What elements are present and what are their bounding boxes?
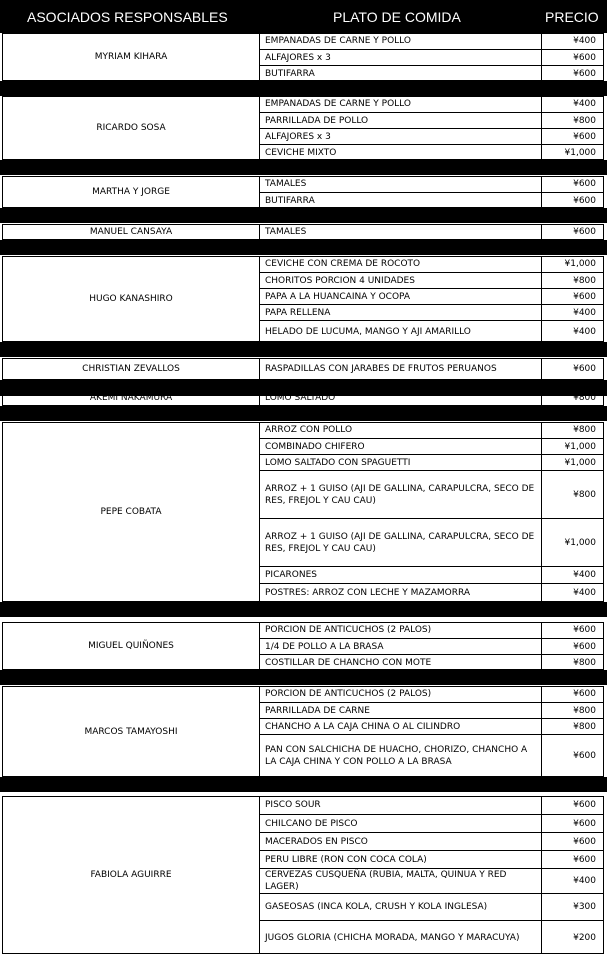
dish-name: PAPA A LA HUANCAINA Y OCOPA bbox=[260, 289, 542, 304]
person-name: AKEMI NAKAMURA bbox=[3, 391, 260, 405]
dish-price: ¥600 bbox=[573, 800, 596, 810]
dish-name: BUTIFARRA bbox=[260, 193, 542, 208]
dish-row bbox=[260, 566, 603, 583]
dish-row bbox=[260, 438, 603, 454]
dish-row bbox=[260, 654, 603, 670]
dish-price: ¥600 bbox=[573, 291, 596, 302]
dish-row bbox=[260, 176, 603, 192]
dish-row bbox=[260, 304, 603, 320]
dish-row bbox=[260, 65, 603, 81]
dish-price: ¥200 bbox=[573, 932, 596, 943]
dish-name: PARRILLADA DE POLLO bbox=[260, 113, 542, 128]
dish-row bbox=[260, 112, 603, 128]
dish-name: GASEOSAS (INCA KOLA, CRUSH Y KOLA INGLESA) bbox=[260, 894, 542, 920]
group-separator bbox=[0, 240, 607, 255]
dish-name: BUTIFARRA bbox=[260, 66, 542, 81]
dish-name: CEVICHE MIXTO bbox=[260, 145, 542, 160]
group-row bbox=[2, 796, 604, 954]
person-name: RICARDO SOSA bbox=[3, 97, 260, 159]
table-header bbox=[0, 0, 607, 33]
dish-row bbox=[260, 422, 603, 438]
dish-price: ¥400 bbox=[573, 99, 596, 109]
dish-price: ¥600 bbox=[573, 179, 596, 189]
dish-name: EMPANADAS DE CARNE Y POLLO bbox=[260, 33, 542, 49]
dish-price: ¥600 bbox=[573, 751, 596, 761]
dish-price: ¥600 bbox=[573, 195, 596, 206]
dish-price: ¥600 bbox=[573, 364, 596, 374]
dish-name: PORCION DE ANTICUCHOS (2 PALOS) bbox=[260, 686, 542, 702]
person-name: MANUEL CANSAYA bbox=[3, 225, 260, 239]
header-col-dish: PLATO DE COMIDA bbox=[333, 9, 461, 25]
group-separator bbox=[0, 777, 607, 792]
dish-row bbox=[260, 796, 603, 814]
dish-name: ALFAJORES x 3 bbox=[260, 50, 542, 65]
dish-name: CHORITOS PORCION 4 UNIDADES bbox=[260, 273, 542, 288]
dish-price: ¥800 bbox=[573, 275, 596, 286]
dish-name: PAPA RELLENA bbox=[260, 305, 542, 320]
dish-row bbox=[260, 718, 603, 734]
dish-name: LOMO SALTADO CON SPAGUETTI bbox=[260, 455, 542, 470]
person-name: CHRISTIAN ZEVALLOS bbox=[3, 359, 260, 379]
group-row bbox=[2, 358, 604, 380]
dish-name: POSTRES: ARROZ CON LECHE Y MAZAMORRA bbox=[260, 584, 542, 602]
group-row bbox=[2, 390, 604, 406]
dish-row bbox=[260, 288, 603, 304]
dish-row bbox=[260, 518, 603, 566]
dish-price: ¥400 bbox=[573, 326, 596, 337]
dish-row bbox=[260, 272, 603, 288]
header-col-person: ASOCIADOS RESPONSABLES bbox=[27, 9, 228, 25]
dish-row bbox=[260, 832, 603, 850]
group-row bbox=[2, 256, 604, 342]
dish-row bbox=[260, 96, 603, 112]
dish-row bbox=[260, 583, 603, 602]
dish-name: CHILCANO DE PISCO bbox=[260, 815, 542, 832]
dish-row bbox=[260, 192, 603, 208]
dish-row bbox=[260, 33, 603, 49]
dish-name: PAN CON SALCHICHA DE HUACHO, CHORIZO, CHANCHO A LA CAJA CHINA Y CON POLLO A LA BRASA bbox=[260, 735, 542, 777]
dish-row bbox=[260, 622, 603, 638]
dish-price: ¥600 bbox=[573, 836, 596, 847]
group-row bbox=[2, 96, 604, 160]
dish-name: 1/4 DE POLLO A LA BRASA bbox=[260, 639, 542, 654]
header-col-price: PRECIO bbox=[545, 9, 599, 25]
dish-price: ¥600 bbox=[573, 641, 596, 652]
dish-name: ARROZ + 1 GUISO (AJI DE GALLINA, CARAPULCRA, SECO DE RES, FREJOL Y CAU CAU) bbox=[260, 519, 542, 566]
dish-name: TAMALES bbox=[260, 224, 542, 240]
dish-row bbox=[260, 638, 603, 654]
dish-price: ¥800 bbox=[573, 115, 596, 126]
group-row bbox=[2, 622, 604, 670]
dish-price: ¥600 bbox=[573, 818, 596, 829]
dish-price: ¥600 bbox=[573, 68, 596, 79]
dish-price: ¥1,000 bbox=[564, 147, 596, 158]
dish-name: CHANCHO A LA CAJA CHINA O AL CILINDRO bbox=[260, 719, 542, 734]
dish-row bbox=[260, 256, 603, 272]
group-row bbox=[2, 422, 604, 602]
dish-row bbox=[260, 49, 603, 65]
group-separator bbox=[0, 602, 607, 617]
dish-name: PICARONES bbox=[260, 567, 542, 583]
group-row bbox=[2, 176, 604, 208]
dish-price: ¥800 bbox=[573, 489, 596, 500]
dish-row bbox=[260, 224, 603, 240]
dish-name: COMBINADO CHIFERO bbox=[260, 439, 542, 454]
group-row bbox=[2, 686, 604, 777]
dish-row bbox=[260, 850, 603, 868]
dish-price: ¥1,000 bbox=[564, 259, 596, 269]
dish-price: ¥400 bbox=[573, 570, 596, 580]
dish-price: ¥1,000 bbox=[564, 441, 596, 452]
group-separator bbox=[0, 670, 607, 685]
dish-name: PARRILLADA DE CARNE bbox=[260, 703, 542, 718]
dish-name: COSTILLAR DE CHANCHO CON MOTE bbox=[260, 655, 542, 670]
person-name: MARCOS TAMAYOSHI bbox=[3, 687, 260, 776]
dish-row bbox=[260, 358, 603, 380]
dish-price: ¥600 bbox=[573, 854, 596, 865]
dish-price: ¥300 bbox=[573, 902, 596, 912]
dish-name: EMPANADAS DE CARNE Y POLLO bbox=[260, 96, 542, 112]
dish-price: ¥1,000 bbox=[564, 457, 596, 468]
person-name: PEPE COBATA bbox=[3, 423, 260, 601]
dish-price: ¥800 bbox=[573, 705, 596, 716]
dish-row bbox=[260, 390, 603, 406]
dish-price: ¥800 bbox=[573, 721, 596, 732]
group-row bbox=[2, 224, 604, 240]
dish-row bbox=[260, 144, 603, 160]
dish-row bbox=[260, 470, 603, 518]
group-separator bbox=[0, 406, 607, 421]
dish-name: HELADO DE LUCUMA, MANGO Y AJI AMARILLO bbox=[260, 321, 542, 342]
person-name: MYRIAM KIHARA bbox=[3, 34, 260, 80]
dish-row bbox=[260, 128, 603, 144]
dish-row bbox=[260, 893, 603, 920]
dish-name: CEVICHE CON CREMA DE ROCOTO bbox=[260, 256, 542, 272]
group-separator bbox=[0, 160, 607, 175]
dish-price: ¥800 bbox=[573, 425, 596, 435]
dish-row bbox=[260, 734, 603, 777]
group-row bbox=[2, 33, 604, 81]
dish-name: ARROZ + 1 GUISO (AJI DE GALLINA, CARAPULCRA, SECO DE RES, FREJOL Y CAU CAU) bbox=[260, 471, 542, 518]
dish-price: ¥600 bbox=[573, 625, 596, 635]
dish-row bbox=[260, 920, 603, 954]
dish-row bbox=[260, 686, 603, 702]
group-separator bbox=[0, 208, 607, 223]
dish-name: PISCO SOUR bbox=[260, 796, 542, 814]
dish-price: ¥600 bbox=[573, 52, 596, 63]
dish-price: ¥1,000 bbox=[564, 537, 596, 548]
dish-row bbox=[260, 868, 603, 893]
person-name: MARTHA Y JORGE bbox=[3, 177, 260, 207]
dish-name: PORCION DE ANTICUCHOS (2 PALOS) bbox=[260, 622, 542, 638]
dish-row bbox=[260, 454, 603, 470]
dish-price: ¥400 bbox=[573, 36, 596, 46]
dish-name: TAMALES bbox=[260, 176, 542, 192]
group-separator bbox=[0, 81, 607, 96]
dish-price: ¥600 bbox=[573, 227, 596, 237]
dish-price: ¥800 bbox=[573, 393, 596, 403]
dish-row bbox=[260, 814, 603, 832]
dish-row bbox=[260, 702, 603, 718]
dish-name: ALFAJORES x 3 bbox=[260, 129, 542, 144]
dish-name: ARROZ CON POLLO bbox=[260, 422, 542, 438]
person-name: MIGUEL QUIÑONES bbox=[3, 623, 260, 669]
person-name: FABIOLA AGUIRRE bbox=[3, 797, 260, 953]
dish-name: CERVEZAS CUSQUEÑA (RUBIA, MALTA, QUINUA Y RED LAGER) bbox=[260, 869, 542, 893]
dish-name: JUGOS GLORIA (CHICHA MORADA, MANGO Y MARACUYA) bbox=[260, 921, 542, 954]
group-separator bbox=[0, 342, 607, 357]
dish-price: ¥600 bbox=[573, 689, 596, 699]
dish-row bbox=[260, 320, 603, 342]
dish-name: PERU LIBRE (RON CON COCA COLA) bbox=[260, 851, 542, 868]
dish-name: LOMO SALTADO bbox=[260, 390, 542, 406]
dish-price: ¥400 bbox=[573, 307, 596, 318]
person-name: HUGO KANASHIRO bbox=[3, 257, 260, 341]
dish-name: MACERADOS EN PISCO bbox=[260, 833, 542, 850]
dish-price: ¥600 bbox=[573, 131, 596, 142]
dish-price: ¥800 bbox=[573, 657, 596, 668]
dish-price: ¥400 bbox=[573, 588, 596, 598]
dish-price: ¥400 bbox=[573, 876, 596, 886]
dish-name: RASPADILLAS CON JARABES DE FRUTOS PERUANOS bbox=[260, 358, 542, 380]
